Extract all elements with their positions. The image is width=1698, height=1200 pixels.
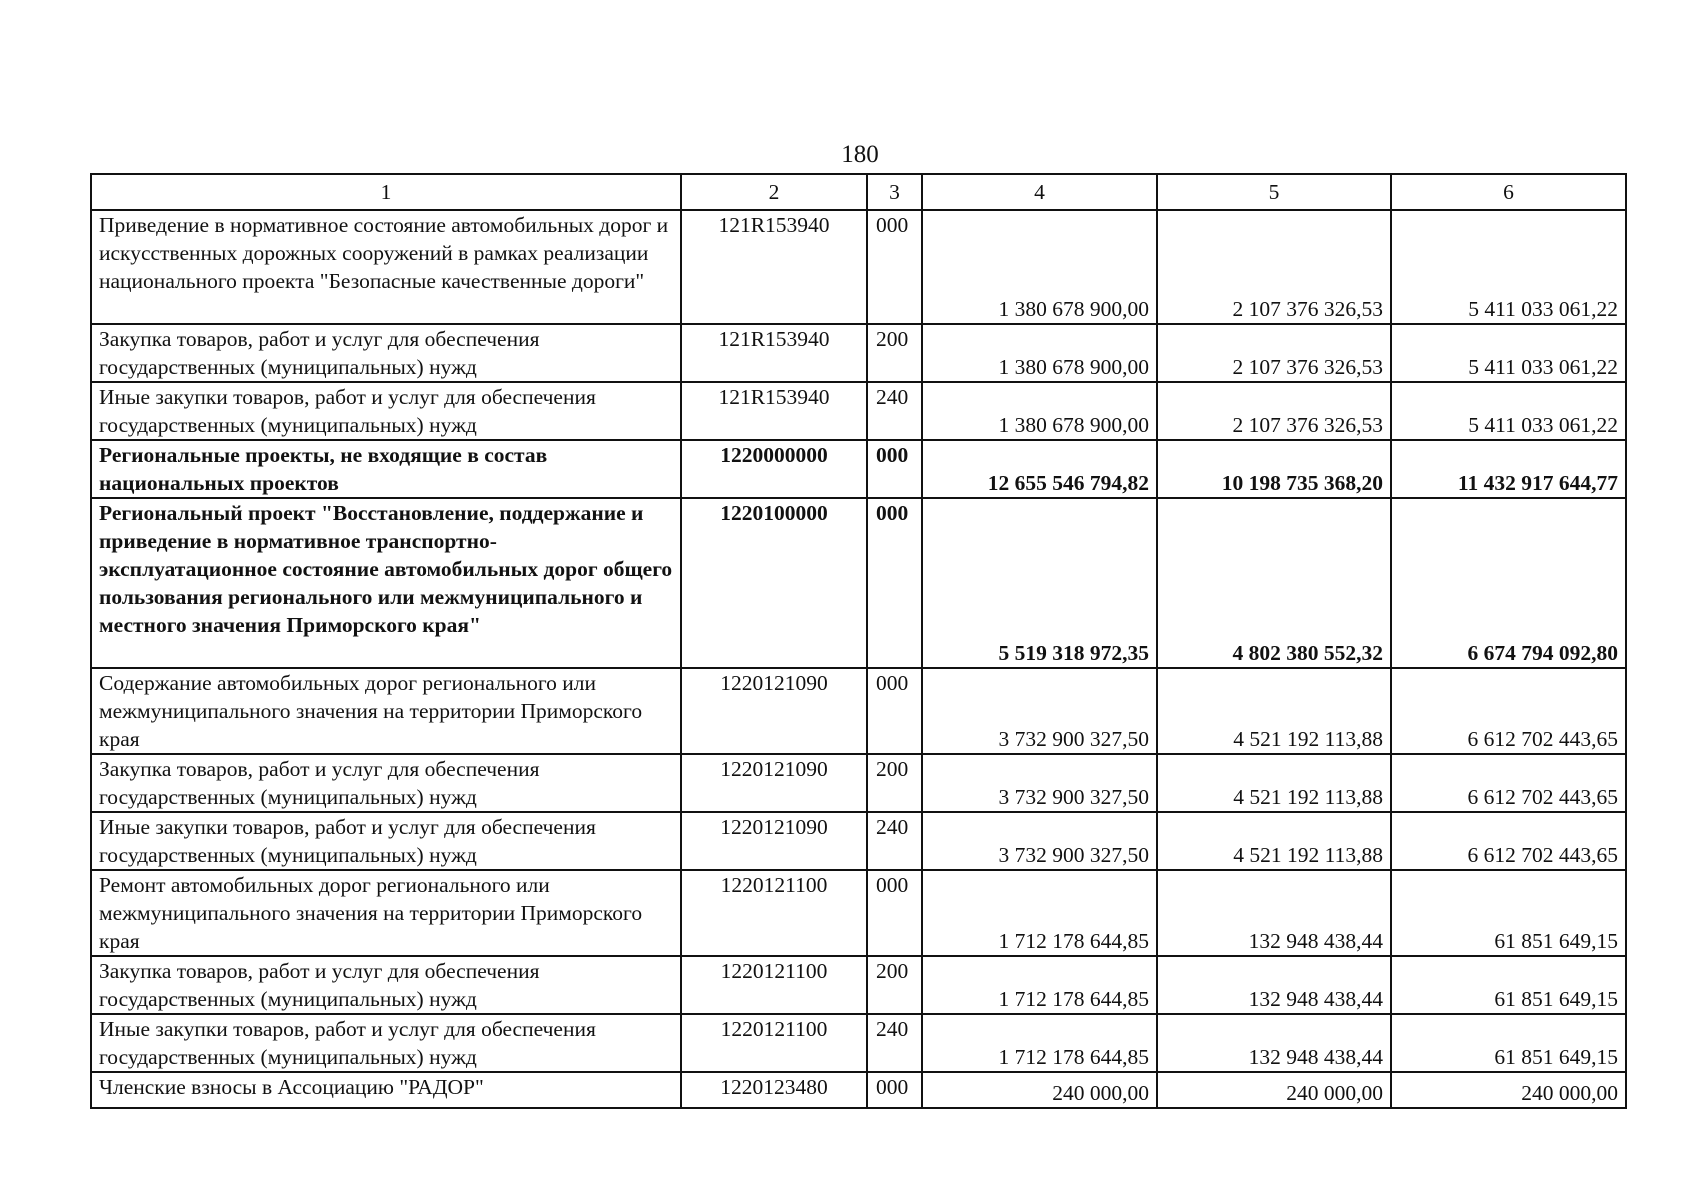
header-cell-2: 2 (681, 174, 867, 210)
budget-table (90, 173, 1627, 1109)
row-name: Иные закупки товаров, работ и услуг для обеспечения государственных (муниципальных) нужд (91, 382, 681, 440)
table-row (91, 668, 1626, 754)
row-code: 1220121090 (681, 812, 867, 870)
row-name: Иные закупки товаров, работ и услуг для обеспечения государственных (муниципальных) нужд (91, 1014, 681, 1072)
table-header-row (91, 174, 1626, 210)
table-row (91, 812, 1626, 870)
row-expense-type: 240 (867, 1014, 922, 1072)
header-cell-5: 5 (1157, 174, 1391, 210)
row-value-col4: 1 380 678 900,00 (922, 382, 1157, 440)
row-value-col5: 132 948 438,44 (1157, 870, 1391, 956)
row-value-col4: 3 732 900 327,50 (922, 754, 1157, 812)
row-name: Содержание автомобильных дорог регионального или межмуниципального значения на территории Приморского края (91, 668, 681, 754)
row-value-col4: 1 380 678 900,00 (922, 324, 1157, 382)
row-value-col5: 4 521 192 113,88 (1157, 754, 1391, 812)
row-code: 1220121090 (681, 668, 867, 754)
table-row (91, 210, 1626, 324)
row-value-col6: 6 612 702 443,65 (1391, 754, 1626, 812)
table-row (91, 870, 1626, 956)
row-value-col4: 3 732 900 327,50 (922, 668, 1157, 754)
row-value-col6: 5 411 033 061,22 (1391, 382, 1626, 440)
row-code: 1220121100 (681, 956, 867, 1014)
row-value-col4: 240 000,00 (922, 1072, 1157, 1108)
table-row (91, 1072, 1626, 1108)
row-expense-type: 200 (867, 754, 922, 812)
row-code: 1220121100 (681, 870, 867, 956)
row-value-col6: 6 674 794 092,80 (1391, 498, 1626, 668)
row-value-col5: 132 948 438,44 (1157, 1014, 1391, 1072)
table-row (91, 440, 1626, 498)
row-value-col6: 11 432 917 644,77 (1391, 440, 1626, 498)
row-value-col5: 2 107 376 326,53 (1157, 324, 1391, 382)
row-value-col4: 1 712 178 644,85 (922, 956, 1157, 1014)
row-expense-type: 000 (867, 1072, 922, 1108)
row-value-col5: 132 948 438,44 (1157, 956, 1391, 1014)
row-code: 1220121090 (681, 754, 867, 812)
page-number: 180 (841, 141, 879, 168)
row-name: Региональные проекты, не входящие в состав национальных проектов (91, 440, 681, 498)
row-name: Закупка товаров, работ и услуг для обеспечения государственных (муниципальных) нужд (91, 324, 681, 382)
header-cell-1: 1 (91, 174, 681, 210)
row-value-col4: 5 519 318 972,35 (922, 498, 1157, 668)
row-value-col5: 240 000,00 (1157, 1072, 1391, 1108)
row-expense-type: 200 (867, 324, 922, 382)
row-value-col6: 240 000,00 (1391, 1072, 1626, 1108)
row-value-col4: 3 732 900 327,50 (922, 812, 1157, 870)
row-value-col4: 12 655 546 794,82 (922, 440, 1157, 498)
row-name: Закупка товаров, работ и услуг для обеспечения государственных (муниципальных) нужд (91, 956, 681, 1014)
row-name: Региональный проект "Восстановление, поддержание и приведение в нормативное транспортно-эксплуатационное состояние автомобильных дорог общего пользования регионального или межмуниципального и местного значения Приморского края" (91, 498, 681, 668)
row-name: Закупка товаров, работ и услуг для обеспечения государственных (муниципальных) нужд (91, 754, 681, 812)
row-expense-type: 240 (867, 382, 922, 440)
row-value-col4: 1 712 178 644,85 (922, 1014, 1157, 1072)
row-value-col5: 4 521 192 113,88 (1157, 668, 1391, 754)
row-code: 1220100000 (681, 498, 867, 668)
table-row (91, 324, 1626, 382)
row-value-col5: 10 198 735 368,20 (1157, 440, 1391, 498)
row-expense-type: 000 (867, 668, 922, 754)
row-code: 121R153940 (681, 324, 867, 382)
table-row (91, 1014, 1626, 1072)
row-expense-type: 000 (867, 440, 922, 498)
table-row (91, 956, 1626, 1014)
row-value-col6: 61 851 649,15 (1391, 956, 1626, 1014)
row-value-col6: 5 411 033 061,22 (1391, 324, 1626, 382)
row-value-col6: 6 612 702 443,65 (1391, 668, 1626, 754)
row-value-col5: 4 521 192 113,88 (1157, 812, 1391, 870)
row-value-col4: 1 380 678 900,00 (922, 210, 1157, 324)
row-name: Иные закупки товаров, работ и услуг для обеспечения государственных (муниципальных) нужд (91, 812, 681, 870)
row-code: 121R153940 (681, 382, 867, 440)
header-cell-3: 3 (867, 174, 922, 210)
row-code: 1220000000 (681, 440, 867, 498)
row-value-col6: 61 851 649,15 (1391, 1014, 1626, 1072)
row-value-col6: 6 612 702 443,65 (1391, 812, 1626, 870)
row-value-col5: 2 107 376 326,53 (1157, 210, 1391, 324)
row-expense-type: 000 (867, 870, 922, 956)
row-name: Членские взносы в Ассоциацию "РАДОР" (91, 1072, 681, 1108)
row-name: Ремонт автомобильных дорог регионального или межмуниципального значения на территории Приморского края (91, 870, 681, 956)
row-name: Приведение в нормативное состояние автомобильных дорог и искусственных дорожных сооружений в рамках реализации национального проекта "Безопасные качественные дороги" (91, 210, 681, 324)
row-code: 121R153940 (681, 210, 867, 324)
table-row (91, 498, 1626, 668)
header-cell-4: 4 (922, 174, 1157, 210)
row-code: 1220123480 (681, 1072, 867, 1108)
table-row (91, 754, 1626, 812)
table-row (91, 382, 1626, 440)
row-value-col5: 2 107 376 326,53 (1157, 382, 1391, 440)
row-expense-type: 000 (867, 210, 922, 324)
row-code: 1220121100 (681, 1014, 867, 1072)
row-expense-type: 000 (867, 498, 922, 668)
row-expense-type: 240 (867, 812, 922, 870)
row-expense-type: 200 (867, 956, 922, 1014)
row-value-col6: 61 851 649,15 (1391, 870, 1626, 956)
row-value-col5: 4 802 380 552,32 (1157, 498, 1391, 668)
row-value-col6: 5 411 033 061,22 (1391, 210, 1626, 324)
header-cell-6: 6 (1391, 174, 1626, 210)
row-value-col4: 1 712 178 644,85 (922, 870, 1157, 956)
